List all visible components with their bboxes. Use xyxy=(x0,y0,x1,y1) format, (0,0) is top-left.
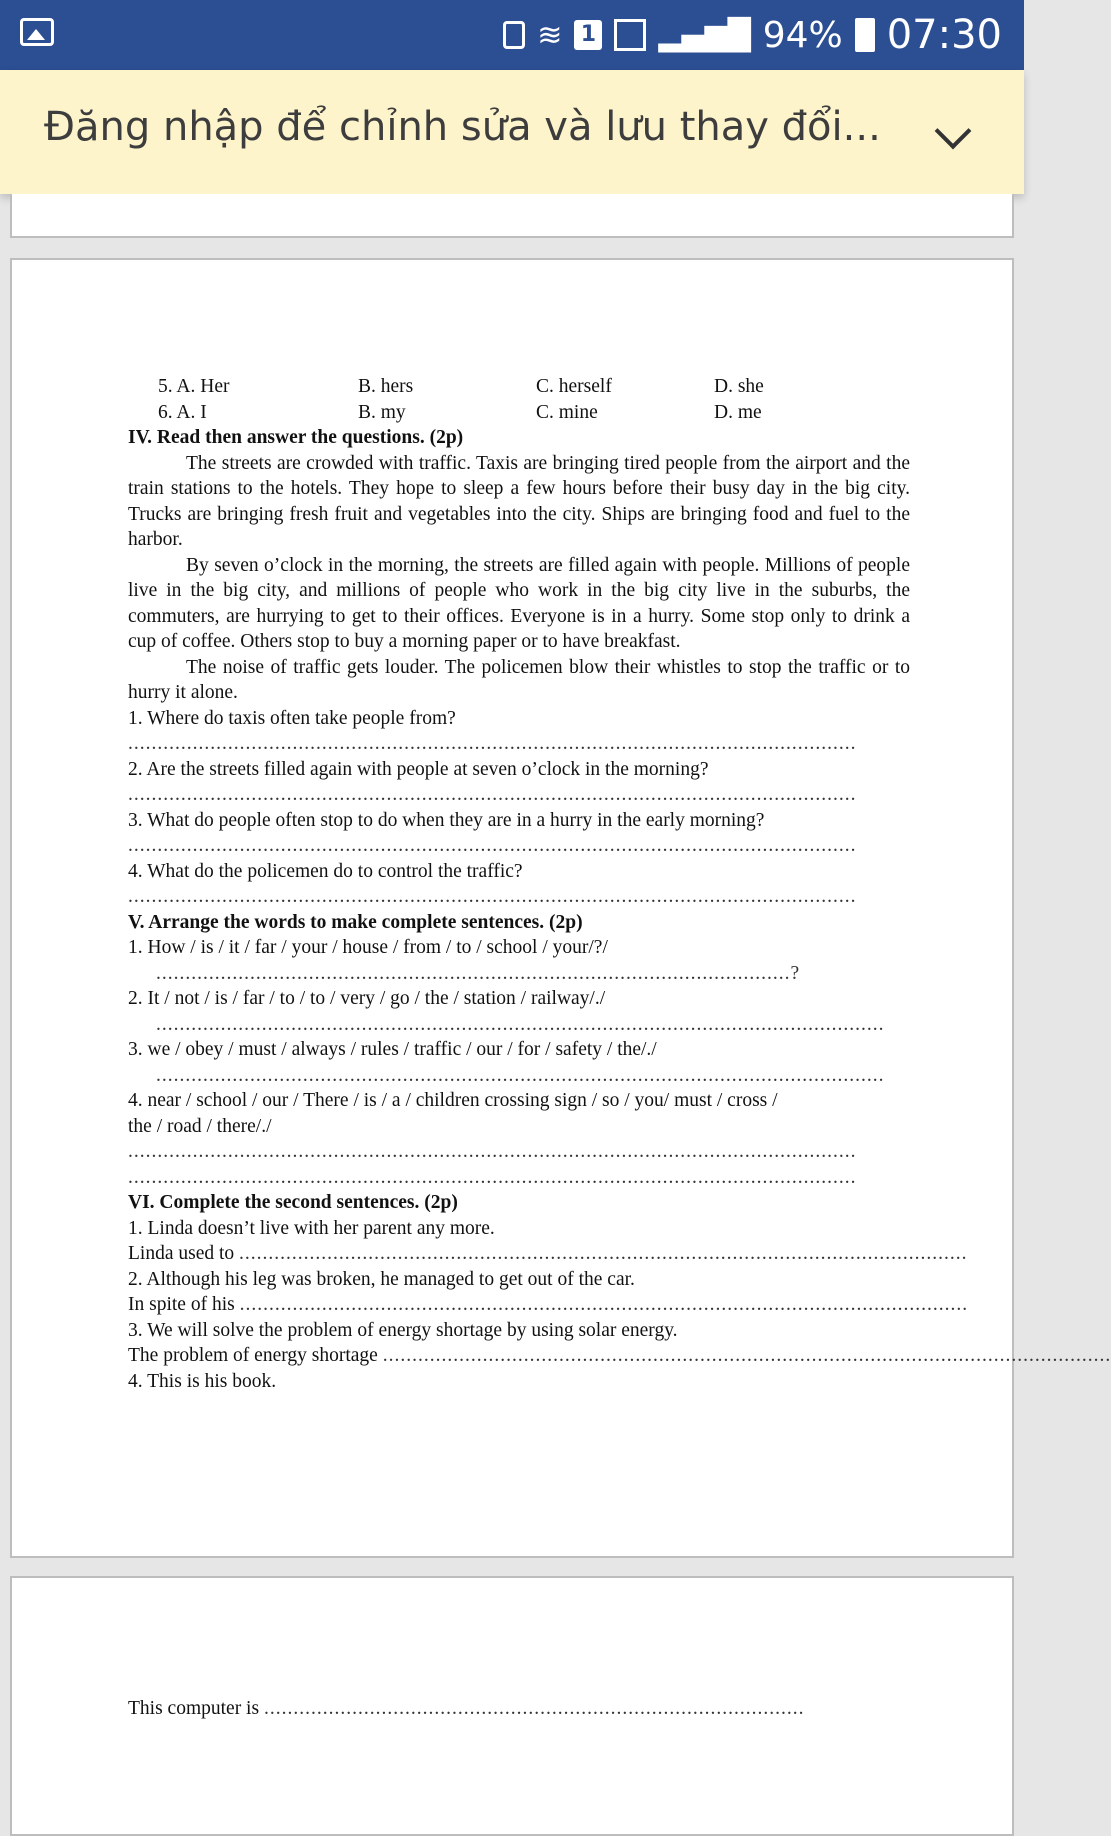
reading-paragraph: The streets are crowded with traffic. Taxis are bringing tired people from the airport and the train stations to the hotels. They hope to sleep a few hours before their busy day in the big city. Trucks are bringing fresh fruit and vegetables into the city. Ships are bringing food and fuel to the harbor. xyxy=(128,452,910,550)
document-content xyxy=(128,374,1111,1394)
section-6-title: VI. Complete the second sentences. (2p) xyxy=(128,1192,458,1213)
answer-line: ............................................................................................................................ xyxy=(156,1013,885,1035)
rewrite-prompt-text: The problem of energy shortage xyxy=(128,1345,378,1366)
option: B. my xyxy=(358,401,406,423)
nfc-box-icon xyxy=(614,19,646,51)
rewrite-prompt xyxy=(128,1241,968,1267)
reading-question: 1. Where do taxis often take people from? xyxy=(128,707,456,729)
banner-text: Đăng nhập để chỉnh sửa và lưu thay đổi... xyxy=(44,104,881,150)
section-4-title: IV. Read then answer the questions. (2p) xyxy=(128,427,464,448)
option: 5. A. Her xyxy=(158,376,230,397)
lock-icon xyxy=(503,21,525,49)
answer-line: ............................................................................................................................ xyxy=(239,1294,969,1315)
answer-line: ............................................................................................................................ xyxy=(382,1345,1111,1366)
arrange-question-cont: the / road / there/./ xyxy=(128,1115,272,1137)
answer-line: ............................................................................................................................ xyxy=(128,1166,857,1188)
answer-line: ............................................................................................................................ xyxy=(156,1064,885,1086)
option: B. hers xyxy=(358,376,414,397)
rewrite-question: 3. We will solve the problem of energy shortage by using solar energy. xyxy=(128,1319,678,1341)
answer-line: ............................................................................................................................ xyxy=(128,886,857,907)
rewrite-prompt-text: In spite of his xyxy=(128,1294,235,1315)
option: D. she xyxy=(714,376,764,397)
rewrite-prompt xyxy=(128,1698,844,1720)
answer-line: ............................................................................................................................ xyxy=(128,1141,857,1162)
rewrite-question: 4. This is his book. xyxy=(128,1370,277,1392)
rewrite-prompt-text: This computer is xyxy=(128,1698,260,1719)
answer-line: ............................................................................................................................ xyxy=(128,835,857,856)
answer-line: ............................................................................................................................ xyxy=(239,1243,968,1264)
arrange-question: 4. near / school / our / There / is / a / children crossing sign / so / you/ must / cross / xyxy=(128,1090,778,1111)
reading-paragraph: The noise of traffic gets louder. The policemen blow their whistles to stop the traffic or to hurry it alone. xyxy=(128,656,910,703)
status-bar xyxy=(0,0,1024,70)
rewrite-prompt-text: Linda used to xyxy=(128,1243,235,1264)
battery-percent: 94% xyxy=(762,14,843,56)
question-6-options xyxy=(128,400,910,426)
reading-paragraph: By seven o’clock in the morning, the streets are filled again with people. Millions of people live in the big city, and millions of people who work in the big city live in the suburbs, the commuters, are hurrying to get to their offices. Everyone is in a hurry. Some stop only to drink a cup of coffee. Others stop to buy a morning paper or to have breakfast. xyxy=(128,554,910,652)
clock: 07:30 xyxy=(886,12,1002,58)
answer-line: ............................................................................................................? xyxy=(156,962,801,984)
signin-banner[interactable] xyxy=(0,70,1024,194)
rewrite-question: 1. Linda doesn’t live with her parent any more. xyxy=(128,1217,495,1239)
option: D. me xyxy=(714,401,762,423)
sim-icon: 1 xyxy=(574,20,602,50)
answer-line: ............................................................................................ xyxy=(263,1698,805,1719)
arrange-question: 2. It / not / is / far / to / to / very / go / the / station / railway/./ xyxy=(128,988,606,1009)
option: C. mine xyxy=(536,401,598,423)
rewrite-prompt xyxy=(128,1292,969,1318)
image-icon xyxy=(20,18,54,46)
option: C. herself xyxy=(536,376,612,397)
signal-icon: ▂▄▆█ xyxy=(658,17,751,53)
arrange-question: 3. we / obey / must / always / rules / traffic / our / for / safety / the/./ xyxy=(128,1039,657,1060)
question-5-options xyxy=(128,374,910,400)
document-page xyxy=(10,258,1111,1558)
answer-line: ............................................................................................................................ xyxy=(128,733,857,754)
rewrite-question: 2. Although his leg was broken, he managed to get out of the car. xyxy=(128,1268,635,1290)
document-page-previous xyxy=(10,194,1014,238)
status-icons xyxy=(503,12,1002,58)
reading-question: 3. What do people often stop to do when they are in a hurry in the early morning? xyxy=(128,809,765,831)
wifi-icon: ≋ xyxy=(537,17,563,53)
rewrite-prompt xyxy=(128,1343,1111,1369)
option: 6. A. I xyxy=(158,401,207,423)
battery-icon xyxy=(855,18,875,52)
answer-line: ............................................................................................................................ xyxy=(128,784,857,805)
chevron-down-icon[interactable] xyxy=(935,113,972,150)
arrange-question: 1. How / is / it / far / your / house / from / to / school / your/?/ xyxy=(128,937,608,958)
document-page-next xyxy=(10,1576,1014,1836)
reading-question: 2. Are the streets filled again with people at seven o’clock in the morning? xyxy=(128,758,709,780)
section-5-title: V. Arrange the words to make complete sentences. (2p) xyxy=(128,911,583,933)
reading-question: 4. What do the policemen do to control the traffic? xyxy=(128,860,523,882)
